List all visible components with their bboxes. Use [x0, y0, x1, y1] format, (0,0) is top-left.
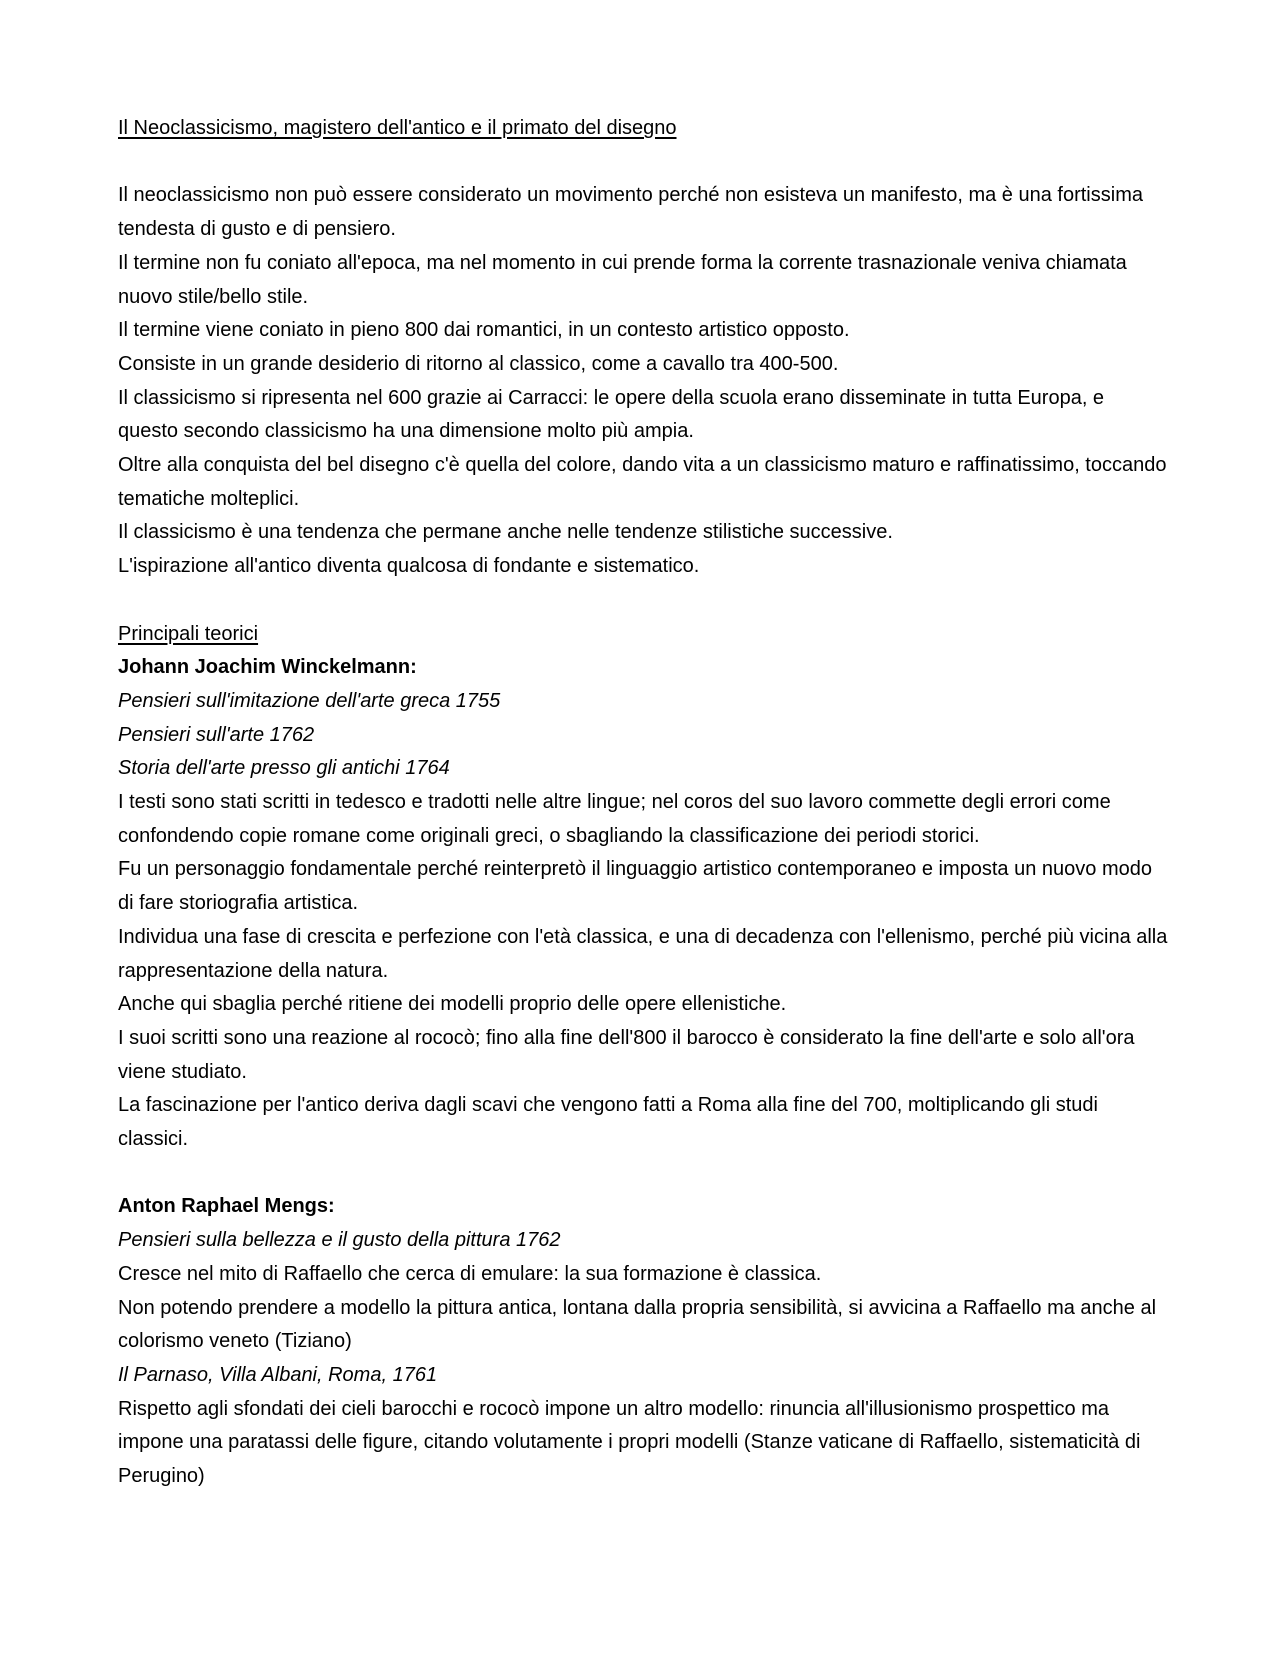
- theorist-name-winckelmann: Johann Joachim Winckelmann:: [118, 656, 417, 679]
- intro-paragraph: L'ispirazione all'antico diventa qualcosa di fondante e sistematico.: [118, 555, 700, 578]
- spacer: [118, 1157, 1168, 1191]
- intro-paragraph: Il termine viene coniato in pieno 800 dai romantici, in un contesto artistico opposto.: [118, 319, 850, 342]
- spacer: [118, 146, 1168, 180]
- work-title: Pensieri sulla bellezza e il gusto della pittura 1762: [118, 1229, 561, 1252]
- work-title: Storia dell'arte presso gli antichi 1764: [118, 757, 450, 780]
- intro-paragraph: Il termine non fu coniato all'epoca, ma nel momento in cui prende forma la corrente trasnazionale veniva chiamata nuovo stile/bello stile.: [118, 251, 1127, 308]
- spacer: [118, 584, 1168, 618]
- theorist-name-mengs: Anton Raphael Mengs:: [118, 1195, 335, 1218]
- winckelmann-paragraph: Fu un personaggio fondamentale perché reinterpretò il linguaggio artistico contemporaneo e imposta un nuovo modo di fare storiografia artistica.: [118, 858, 1152, 915]
- winckelmann-paragraph: Anche qui sbaglia perché ritiene dei modelli proprio delle opere ellenistiche.: [118, 993, 787, 1016]
- intro-paragraph: Consiste in un grande desiderio di ritorno al classico, come a cavallo tra 400-500.: [118, 352, 839, 375]
- winckelmann-paragraph: Individua una fase di crescita e perfezione con l'età classica, e una di decadenza con l'ellenismo, perché più vicina alla rappresentazione della natura.: [118, 925, 1168, 982]
- winckelmann-paragraph: I testi sono stati scritti in tedesco e tradotti nelle altre lingue; nel coros del suo lavoro commette degli errori come confondendo copie romane come originali greci, o sbagliando la classificazione dei periodi storici.: [118, 791, 1111, 847]
- intro-paragraph: Il classicismo si ripresenta nel 600 grazie ai Carracci: le opere della scuola erano disseminate in tutta Europa, e questo secondo classicismo ha una dimensione molto più ampia.: [118, 386, 1105, 443]
- section-heading: Principali teorici: [118, 622, 259, 645]
- mengs-paragraph: Rispetto agli sfondati dei cieli barocchi e rococò impone un altro modello: rinuncia all'illusionismo prospettico ma impone una paratassi delle figure, citando volutamente i propri modelli (Stanze vaticane di Raffaello, sistematicità di Perugino): [118, 1397, 1141, 1488]
- winckelmann-paragraph: La fascinazione per l'antico deriva dagli scavi che vengono fatti a Roma alla fine del 700, moltiplicando gli studi classici.: [118, 1094, 1098, 1151]
- work-title: Pensieri sull'arte 1762: [118, 723, 315, 746]
- work-title: Il Parnaso, Villa Albani, Roma, 1761: [118, 1363, 438, 1386]
- document-title: Il Neoclassicismo, magistero dell'antico e il primato del disegno: [118, 117, 677, 139]
- intro-paragraph: Il classicismo è una tendenza che permane anche nelle tendenze stilistiche successive.: [118, 521, 893, 544]
- mengs-paragraph: Non potendo prendere a modello la pittura antica, lontana dalla propria sensibilità, si avvicina a Raffaello ma anche al colorismo veneto (Tiziano): [118, 1296, 1157, 1353]
- intro-paragraph: Il neoclassicismo non può essere considerato un movimento perché non esisteva un manifesto, ma è una fortissima tendesta di gusto e di pensiero.: [118, 184, 1143, 241]
- mengs-paragraph: Cresce nel mito di Raffaello che cerca di emulare: la sua formazione è classica.: [118, 1262, 822, 1285]
- document-page: [118, 112, 1168, 1494]
- work-title: Pensieri sull'imitazione dell'arte greca 1755: [118, 689, 501, 712]
- winckelmann-paragraph: I suoi scritti sono una reazione al rococò; fino alla fine dell'800 il barocco è considerato la fine dell'arte e solo all'ora viene studiato.: [118, 1026, 1135, 1083]
- intro-paragraph: Oltre alla conquista del bel disegno c'è quella del colore, dando vita a un classicismo maturo e raffinatissimo, toccando tematiche molteplici.: [118, 454, 1167, 510]
